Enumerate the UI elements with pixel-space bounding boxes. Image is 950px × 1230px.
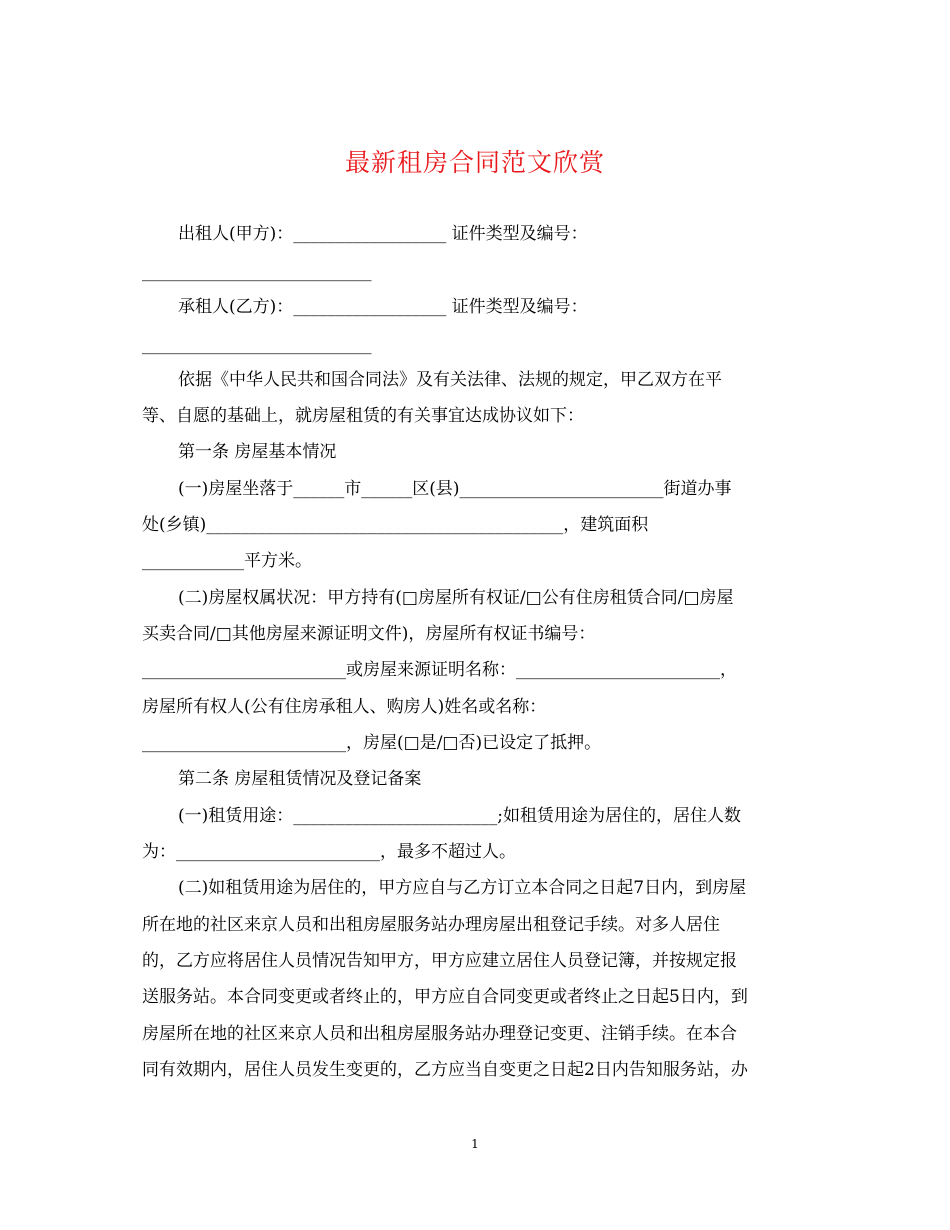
text-line: (二)如租赁用途为居住的，甲方应自与乙方订立本合同之日起7日内，到房屋: [178, 878, 747, 898]
text-line: 为：________________________，最多不超过人。: [142, 842, 516, 862]
text-line: ________________________或房屋来源证明名称：________________________，: [142, 660, 737, 680]
text-line: 送服务站。本合同变更或者终止的，甲方应自合同变更或者终止之日起5日内，到: [142, 987, 748, 1007]
text-line: ___________________________: [142, 335, 372, 355]
text-line: 承租人(乙方)：__________________ 证件类型及编号：: [178, 297, 588, 317]
section-heading: 第一条 房屋基本情况: [178, 442, 337, 462]
text-line: 所在地的社区来京人员和出租房屋服务站办理房屋出租登记手续。对多人居住: [142, 915, 720, 935]
text-line: 买卖合同/□其他房屋来源证明文件)，房屋所有权证书编号：: [142, 624, 596, 644]
text-line: ___________________________: [142, 262, 372, 282]
page-number: 1: [471, 1137, 479, 1151]
text-line: 房屋所有权人(公有住房承租人、购房人)姓名或名称：: [142, 697, 547, 717]
text-line: ________________________，房屋(□是/□否)已设定了抵押。: [142, 733, 602, 753]
text-line: 处(乡镇)__________________________________________，建筑面积: [142, 515, 649, 535]
text-line: ____________平方米。: [142, 551, 312, 571]
text-line: (一)房屋坐落于______市______区(县)________________________街道办事: [178, 479, 732, 499]
text-line: 依据《中华人民共和国合同法》及有关法律、法规的规定，甲乙双方在平: [178, 370, 722, 390]
text-line: 出租人(甲方)：__________________ 证件类型及编号：: [178, 224, 588, 244]
text-line: (一)租赁用途：________________________;如租赁用途为居住的，居住人数: [178, 806, 741, 826]
text-line: 等、自愿的基础上，就房屋租赁的有关事宜达成协议如下：: [142, 406, 584, 426]
section-heading: 第二条 房屋租赁情况及登记备案: [178, 769, 422, 789]
document-title: 最新租房合同范文欣赏: [344, 148, 605, 177]
text-line: 同有效期内，居住人员发生变更的，乙方应当自变更之日起2日内告知服务站，办: [142, 1060, 748, 1080]
text-line: (二)房屋权属状况：甲方持有(□房屋所有权证/□公有住房租赁合同/□房屋: [178, 588, 734, 608]
text-line: 房屋所在地的社区来京人员和出租房屋服务站办理登记变更、注销手续。在本合: [142, 1024, 737, 1044]
text-line: 的，乙方应将居住人员情况告知甲方，甲方应建立居住人员登记簿，并按规定报: [142, 951, 737, 971]
